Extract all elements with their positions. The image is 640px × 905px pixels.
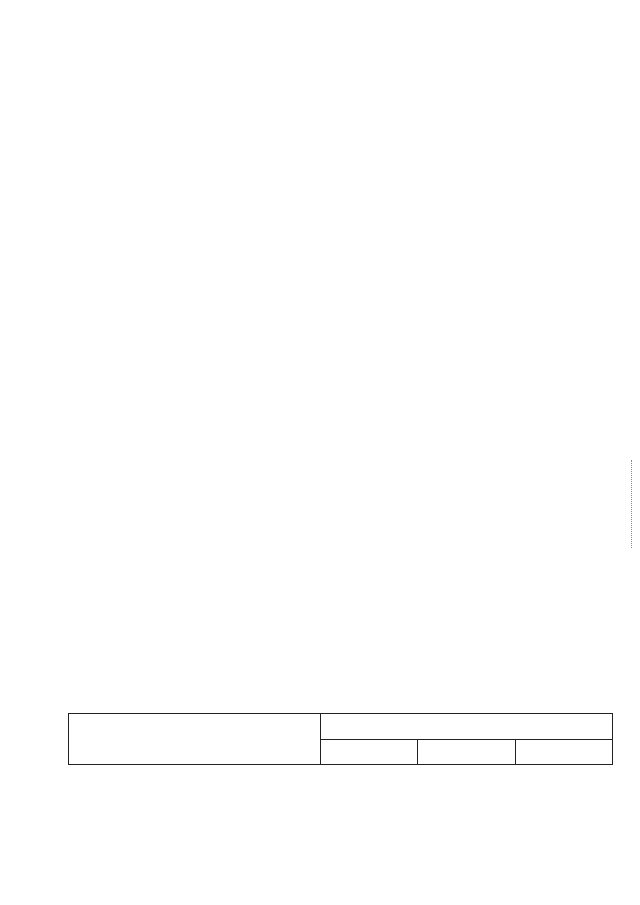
column-header-2023 xyxy=(515,739,613,765)
column-header-sums xyxy=(320,714,612,740)
column-header-2021 xyxy=(320,739,417,765)
section-row-municipal-districts xyxy=(69,765,613,786)
section-title xyxy=(69,765,613,786)
column-header-name xyxy=(69,714,321,765)
column-header-2022 xyxy=(418,739,515,765)
margin-mark xyxy=(631,460,633,548)
new-table-83 xyxy=(68,713,613,786)
